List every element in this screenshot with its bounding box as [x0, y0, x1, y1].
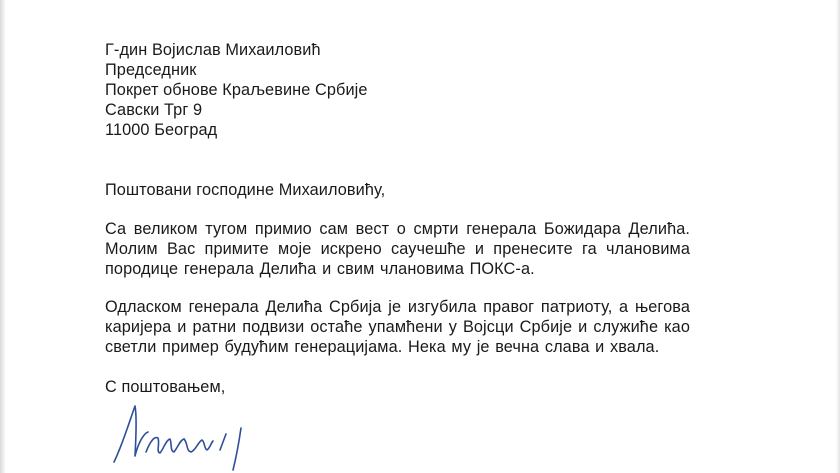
salutation: Поштовани господине Михаиловићу, — [105, 181, 386, 199]
closing: С поштовањем, — [105, 378, 226, 396]
page-shadow-right — [836, 0, 840, 473]
handwritten-signature — [108, 398, 258, 473]
recipient-address — [105, 40, 690, 140]
recipient-name: Г-дин Војислав Михаиловић — [105, 41, 321, 59]
letter-body — [105, 40, 690, 397]
page-shadow-left — [0, 0, 6, 473]
recipient-city: 11000 Београд — [105, 121, 218, 139]
recipient-organization: Покрет обнове Краљевине Србије — [105, 81, 368, 99]
paragraph-condolence: Са великом тугом примио сам вест о смрти генерала Божидара Делића. Молим Вас примите моје искрено саучешће и пренесите га члановима породице генерала Делића и свим члановима ПОКС-а. — [105, 220, 690, 278]
recipient-street: Савски Трг 9 — [105, 101, 203, 119]
paragraph-tribute: Одласком генерала Делића Србија је изгубила правог патриоту, а његова каријера и ратни подвизи остаће упамћени у Војсци Србије и служиће као светли пример будућим генерацијама. Нека му је вечна слава и хвала. — [105, 298, 690, 356]
recipient-title: Председник — [105, 61, 197, 79]
